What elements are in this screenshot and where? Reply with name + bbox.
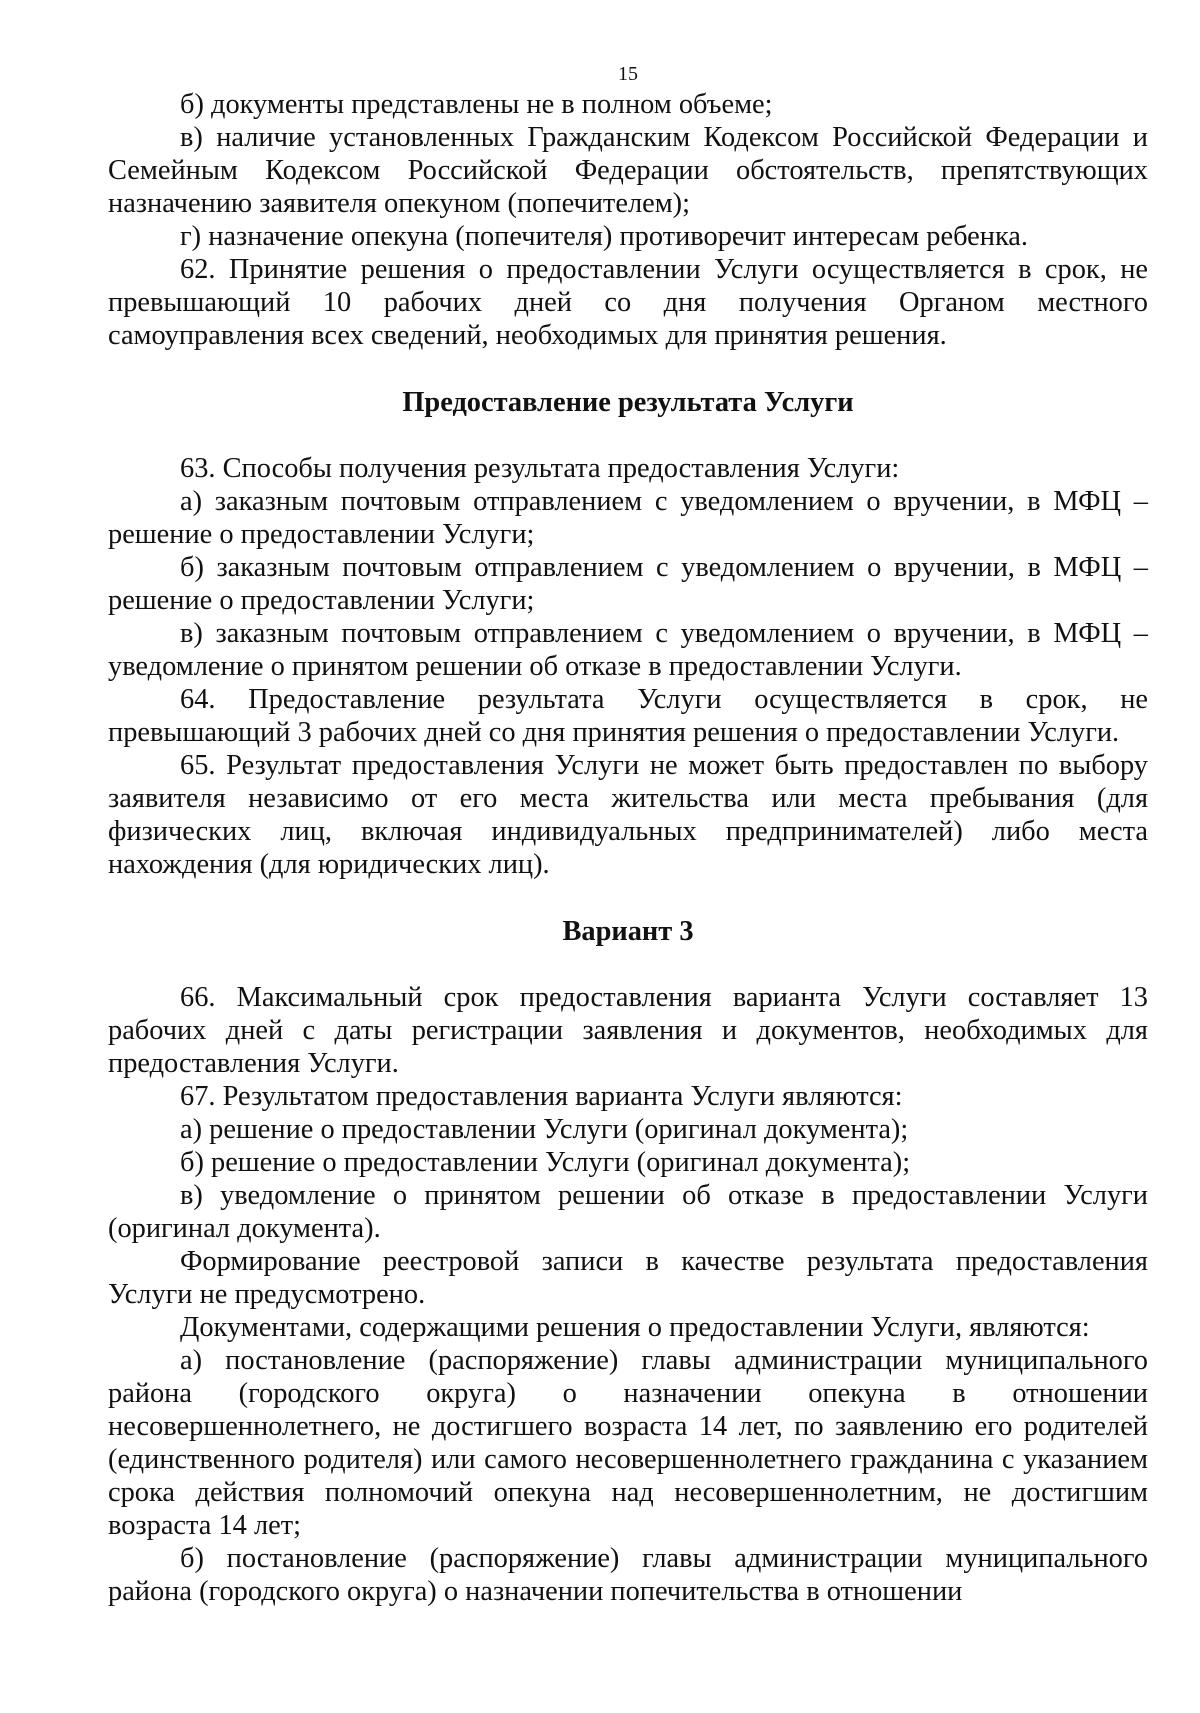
paragraph-decision-documents: Документами, содержащими решения о предоставлении Услуги, являются: bbox=[180, 1312, 1090, 1343]
page-number: 15 bbox=[618, 63, 638, 85]
paragraph-63-b: б) заказным почтовым отправлением с уведомлением о вручении, в МФЦ – решение о предоставлении Услуги; bbox=[108, 552, 1148, 616]
paragraph-65: 65. Результат предоставления Услуги не может быть предоставлен по выбору заявителя независимо от его места жительства или места пребывания (для физических лиц, включая индивидуальных предпринимателей) либо места нахождения (для юридических лиц). bbox=[108, 750, 1148, 880]
paragraph-63-a: а) заказным почтовым отправлением с уведомлением о вручении, в МФЦ – решение о предоставлении Услуги; bbox=[108, 486, 1148, 550]
paragraph-63-v: в) заказным почтовым отправлением с уведомлением о вручении, в МФЦ – уведомление о принятом решении об отказе в предоставлении Услуги. bbox=[108, 618, 1148, 682]
paragraph-66: 66. Максимальный срок предоставления варианта Услуги составляет 13 рабочих дней с даты регистрации заявления и документов, необходимых для предоставления Услуги. bbox=[108, 982, 1148, 1079]
paragraph-list-item-g: г) назначение опекуна (попечителя) противоречит интересам ребенка. bbox=[180, 221, 1029, 252]
paragraph-registry-record: Формирование реестровой записи в качестве результата предоставления Услуги не предусмотрено. bbox=[108, 1246, 1148, 1310]
paragraph-decision-a: а) постановление (распоряжение) главы администрации муниципального района (городского округа) о назначении опекуна в отношении несовершеннолетнего, не достигшего возраста 14 лет, по заявлению его родителей (единственного родителя) или самого несовершеннолетнего гражданина с указанием срока действия полномочий опекуна над несовершеннолетним, не достигшим возраста 14 лет; bbox=[108, 1345, 1148, 1541]
section-heading-variant-3: Вариант 3 bbox=[562, 916, 694, 947]
paragraph-63: 63. Способы получения результата предоставления Услуги: bbox=[180, 453, 900, 484]
paragraph-67-v: в) уведомление о принятом решении об отказе в предоставлении Услуги (оригинал документа). bbox=[108, 1180, 1148, 1244]
paragraph-list-item-b: б) документы представлены не в полном объеме; bbox=[180, 89, 773, 120]
paragraph-67-a: а) решение о предоставлении Услуги (оригинал документа); bbox=[180, 1114, 909, 1145]
section-heading-result: Предоставление результата Услуги bbox=[402, 387, 854, 418]
paragraph-67-b: б) решение о предоставлении Услуги (оригинал документа); bbox=[180, 1147, 911, 1178]
section-bottom bbox=[108, 981, 1148, 1608]
section-middle bbox=[108, 452, 1148, 881]
paragraph-64: 64. Предоставление результата Услуги осуществляется в срок, не превышающий 3 рабочих дней со дня принятия решения о предоставлении Услуги. bbox=[108, 684, 1148, 748]
paragraph-decision-b: б) постановление (распоряжение) главы администрации муниципального района (городского округа) о назначении попечительства в отношении bbox=[108, 1543, 1148, 1607]
paragraph-62: 62. Принятие решения о предоставлении Услуги осуществляется в срок, не превышающий 10 рабочих дней со дня получения Органом местного самоуправления всех сведений, необходимых для принятия решения. bbox=[108, 254, 1148, 351]
paragraph-list-item-v: в) наличие установленных Гражданским Кодексом Российской Федерации и Семейным Кодексом Российской Федерации обстоятельств, препятствующих назначению заявителя опекуном (попечителем); bbox=[108, 122, 1148, 219]
section-top bbox=[108, 88, 1148, 352]
paragraph-67: 67. Результатом предоставления варианта Услуги являются: bbox=[180, 1081, 903, 1112]
